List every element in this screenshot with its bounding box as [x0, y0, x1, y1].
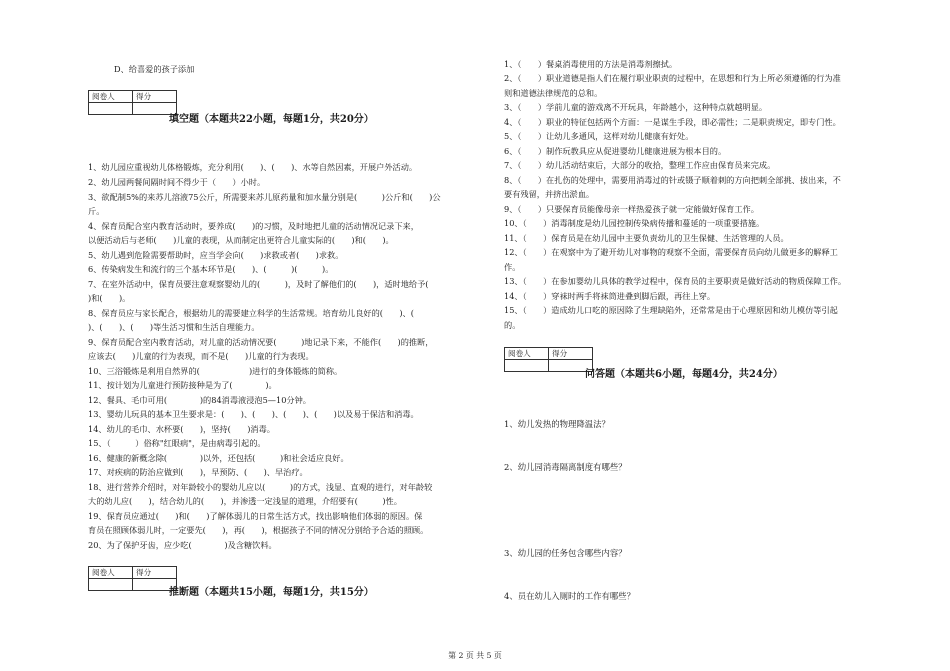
score-box — [88, 566, 177, 591]
fill-line: 4、保育员配合室内教育活动时，要养成( )的习惯，及时地把儿童的活动情况记录下来， — [88, 221, 419, 231]
judge-line: 7、（ ）幼儿活动结束后，大部分的收拾，整理工作应由保育员来完成。 — [504, 160, 776, 170]
judge-line: 12、（ ）在观察中为了避开幼儿对事物的观察不全面，需要保育员向幼儿做更多的解释工 — [504, 247, 838, 257]
judge-line: 4、（ ）职业的特征包括两个方面：一是谋生手段，即必需性；二是职责规定，即专门性。 — [504, 117, 841, 127]
judge-line: 1、（ ）餐桌消毒使用的方法是消毒剂擦拭。 — [504, 59, 678, 69]
section-title-fill: 填空题（本题共22小题，每题1分，共20分） — [169, 114, 374, 125]
fill-line: 7、在室外活动中，保育员要注意观察婴幼儿的( )，及时了解他们的( )，适时地给予( — [88, 279, 429, 289]
fill-line: 16、健康的新概念除( )以外，还包括( )和社会适应良好。 — [88, 453, 349, 463]
judge-line: 5、（ ）让幼儿多通风，这样对幼儿健康有好处。 — [504, 131, 694, 141]
judge-line: 15、（ ）造成幼儿口吃的原因除了生理缺陷外，还常常是由于心理原因和幼儿模仿等引起 — [504, 305, 838, 315]
fill-line: 12、餐具、毛巾可用( )的84消毒液浸泡5—10分钟。 — [88, 395, 311, 405]
fill-line: 应该去( )儿童的行为表现，而不是( )儿童的行为表现。 — [88, 351, 314, 361]
fill-line: 14、幼儿的毛巾、水杯要( )，坚持( )消毒。 — [88, 424, 275, 434]
judge-line: 13、（ ）在参加婴幼儿具体的教学过程中，保育员的主要职责是做好活动的物质保障工作。 — [504, 276, 847, 286]
fill-line: 8、保育员应与家长配合，根据幼儿的需要建立科学的生活常规。培育幼儿良好的( )、( — [88, 308, 414, 318]
qa-question: 2、幼儿园消毒隔离制度有哪些？ — [504, 462, 627, 472]
judge-line: 11、（ ）保育员是在幼儿园中主要负责幼儿的卫生保健、生活管理的人员。 — [504, 233, 789, 243]
fill-line: 以便活动后与老师( )儿童的表现，从而制定出更符合儿童实际的( )和( )。 — [88, 235, 394, 245]
fill-line: 13、婴幼儿玩具的基本卫生要求是：( )、( )、( )、( )以及易于保洁和消毒。 — [88, 409, 419, 419]
reviewer-label: 阅卷人 — [89, 91, 133, 103]
score-label: 得分 — [133, 567, 177, 579]
judge-line: 作。 — [504, 262, 521, 272]
fill-line: 5、幼儿遇到危险需要帮助时，应当学会向( )求救或者( )求救。 — [88, 250, 344, 260]
fill-line: 11、按计划为儿童进行预防接种是为了( )。 — [88, 380, 277, 390]
fill-line: 15、（ ）俗称"红眼病"，是由病毒引起的。 — [88, 438, 266, 448]
page-number: 第 2 页 共 5 页 — [448, 651, 502, 660]
fill-line: 1、幼儿园应重视幼儿体格锻炼，充分利用( )、( )、水等自然因素，开展户外活动。 — [88, 162, 418, 172]
fill-line: 9、保育员配合室内教育活动，对儿童的活动情况要( )地记录下来，不能作( )的推断， — [88, 337, 434, 347]
judge-line: 3、（ ）学前儿童的游戏离不开玩具，年龄越小，这种特点就越明显。 — [504, 102, 768, 112]
reviewer-cell[interactable] — [89, 579, 133, 591]
reviewer-label: 阅卷人 — [505, 348, 549, 360]
section-title-judge: 推断题（本题共15小题，每题1分，共15分） — [169, 587, 374, 598]
qa-question: 4、员在幼儿入厕时的工作有哪些？ — [504, 591, 635, 601]
judge-line: 要有残留，并挤出淤血。 — [504, 189, 595, 199]
judge-line: 6、（ ）制作玩教具应从促进婴幼儿健康进展为根本目的。 — [504, 146, 727, 156]
qa-question: 1、幼儿发热的物理降温法？ — [504, 419, 610, 429]
fill-line: 10、三浴锻炼是利用自然界的( )进行的身体锻炼的简称。 — [88, 366, 343, 376]
score-box — [504, 347, 593, 372]
fill-line: 18、进行营养介绍时，对年龄较小的婴幼儿应以( )的方式，浅显、直观的进行，对年龄较 — [88, 482, 433, 492]
fill-line: 6、传染病发生和流行的三个基本环节是( )、( )( )。 — [88, 264, 334, 274]
judge-line: 10、（ ）消毒制度是幼儿园控制传染病传播和蔓延的一项重要措施。 — [504, 218, 765, 228]
fill-line: 育员在照顾体弱儿时，一定要先( )，再( )，根据孩子不同的情况分别给予合适的照顾。 — [88, 525, 429, 535]
reviewer-cell[interactable] — [89, 103, 133, 115]
reviewer-cell[interactable] — [505, 360, 549, 372]
fill-line: )和( )。 — [88, 293, 131, 303]
fill-line: 17、对疾病的防治应做到( )，早预防、( )、早治疗。 — [88, 467, 308, 477]
score-box — [88, 90, 177, 115]
judge-line: 9、（ ）只要保育员能像母亲一样热爱孩子就一定能做好保育工作。 — [504, 204, 759, 214]
score-label: 得分 — [549, 348, 593, 360]
fill-line: 3、欲配制5%的来苏儿溶液75公斤，所需要来苏儿原药量和加水量分别是( )公斤和( )公 — [88, 192, 441, 202]
fill-line: 20、为了保护牙齿，应少吃( )及含糖饮料。 — [88, 540, 277, 550]
score-label: 得分 — [133, 91, 177, 103]
judge-line: 8、（ ）在扎伤的处理中，需要用消毒过的针或镊子顺着刺的方向把刺全部挑、拔出来，不 — [504, 175, 841, 185]
judge-line: 2、（ ）职业道德是指人们在履行职业职责的过程中，在思想和行为上所必须遵循的行为准 — [504, 73, 841, 83]
fill-line: 2、幼儿园两餐间隔时间不得少于（ ）小时。 — [88, 177, 266, 187]
reviewer-label: 阅卷人 — [89, 567, 133, 579]
qa-question: 3、幼儿园的任务包含哪些内容？ — [504, 548, 627, 558]
fill-line: 斤。 — [88, 206, 105, 216]
fill-line: 19、保育员应通过( )和( )了解体弱儿的日常生活方式，找出影响他们体弱的原因。保 — [88, 511, 423, 521]
section-title-qa: 问答题（本题共6小题，每题4分，共24分） — [585, 369, 783, 380]
judge-line: 的。 — [504, 320, 521, 330]
fill-line: )、( )、( )等生活习惯和生活自理能力。 — [88, 322, 260, 332]
judge-line: 14、（ ）穿袜时两手将袜筒进叠到脚后跟，再往上穿。 — [504, 291, 716, 301]
fill-line: 大的幼儿应( )，结合幼儿的( )，并渗透一定浅显的道理，介绍要有( )性。 — [88, 496, 402, 506]
judge-line: 则和道德法律规范的总和。 — [504, 88, 603, 98]
option-d: D、给喜爱的孩子添加 — [114, 64, 195, 74]
